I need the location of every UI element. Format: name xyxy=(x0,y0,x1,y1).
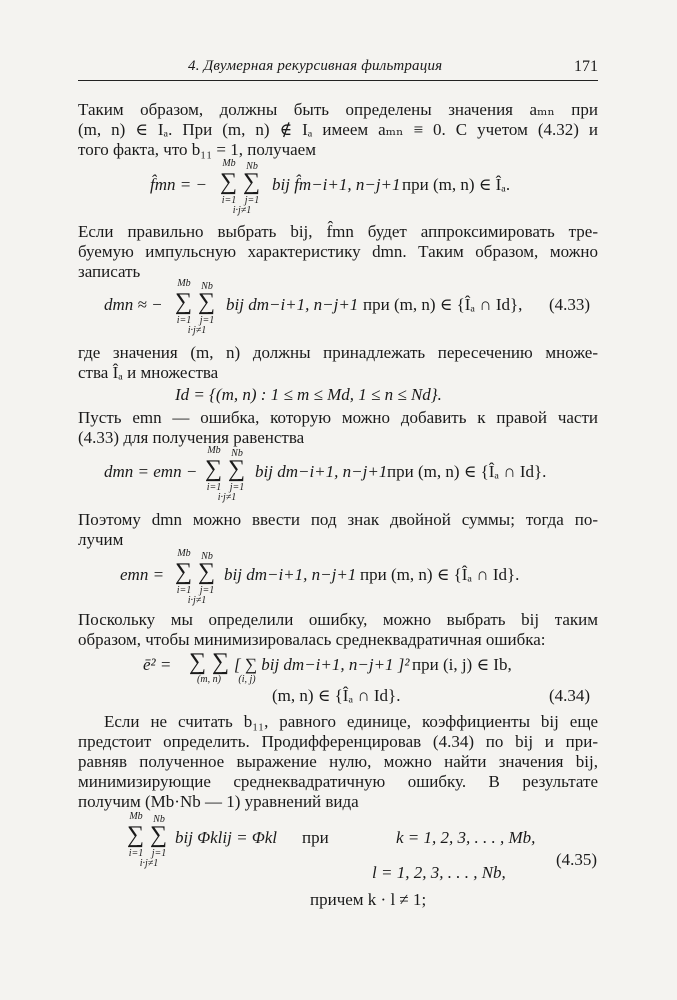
eq6-lower-ij: (i, j) xyxy=(238,674,256,685)
eq1-upper-j: Nb xyxy=(246,161,258,172)
eq2-lower-j: j=1 xyxy=(199,315,215,326)
eq2-sum-j-icon: ∑ xyxy=(198,289,216,315)
eq1-sum-j-icon: ∑ xyxy=(243,169,261,195)
p2-line1: Если правильно выбрать bij, f̂mn будет аппроксимировать тре- xyxy=(78,222,598,241)
eq7-sum-j-icon: ∑ xyxy=(150,822,168,848)
eq7-when: при xyxy=(302,828,329,847)
p7-line1: Если не считать b₁₁, равного единице, коэффициенты bij еще xyxy=(104,712,598,731)
p1-line1: Таким образом, должны быть определены значения aₘₙ при xyxy=(78,100,598,119)
p3-line1: где значения (m, n) должны принадлежать пересечению множе- xyxy=(78,343,598,362)
eq5-upper-i: Mb xyxy=(177,548,191,559)
eq1-condition: при (m, n) ∈ Îₐ. xyxy=(402,175,511,194)
eq4-condition: при (m, n) ∈ {Îₐ ∩ Id}. xyxy=(387,462,547,481)
eq2-lower-i: i=1 xyxy=(176,315,192,326)
eq6-condition: при (i, j) ∈ Ib, xyxy=(412,655,512,674)
eq2-sum-i-icon: ∑ xyxy=(175,289,193,315)
p6-line2: образом, чтобы минимизировалась среднеквадратичная ошибка: xyxy=(78,630,546,649)
eq1-body: bij f̂m−i+1, n−j+1 xyxy=(272,175,401,194)
eq7-l-range: l = 1, 2, 3, . . . , Nb, xyxy=(372,863,506,882)
eq7-k-range: k = 1, 2, 3, . . . , Mb, xyxy=(396,828,536,847)
eq6-number: (4.34) xyxy=(549,686,591,705)
p7-line3: равняв полученное выражение нулю, можно найти значения bij, xyxy=(78,752,598,771)
p7-line5: получим (Mb·Nb — 1) уравнений вида xyxy=(78,792,359,811)
eq1-constraint: i·j≠1 xyxy=(232,205,252,216)
p5-line1: Поэтому dmn можно ввести под знак двойной суммы; тогда по- xyxy=(78,510,598,529)
eq5-lower-i: i=1 xyxy=(176,585,192,596)
page-number: 171 xyxy=(574,58,598,75)
eq4-constraint: i·j≠1 xyxy=(217,492,237,503)
eq1-lower-j: j=1 xyxy=(244,195,260,206)
eq7-upper-i: Mb xyxy=(129,811,143,822)
eq5-lower-j: j=1 xyxy=(199,585,215,596)
p1-line2: (m, n) ∈ Iₐ. При (m, n) ∉ Iₐ имеем aₘₙ ≡ 0. С учетом (4.32) и xyxy=(78,120,598,139)
eq2-body: bij dm−i+1, n−j+1 xyxy=(226,295,359,314)
eq7-extra: причем k · l ≠ 1; xyxy=(310,890,427,909)
p6-line1: Поскольку мы определили ошибку, можно выбрать bij таким xyxy=(78,610,598,629)
eq4-body: bij dm−i+1, n−j+1 xyxy=(255,462,388,481)
equation-id-set: Id = {(m, n) : 1 ≤ m ≤ Md, 1 ≤ n ≤ Nd}. xyxy=(175,385,442,404)
eq2-upper-j: Nb xyxy=(201,281,213,292)
eq4-lower-i: i=1 xyxy=(206,482,222,493)
eq5-sum-i-icon: ∑ xyxy=(175,559,193,585)
p1-line3: того факта, что b₁₁ = 1, получаем xyxy=(78,140,316,159)
eq1-upper-i: Mb xyxy=(222,158,236,169)
eq1-sum-i-icon: ∑ xyxy=(220,169,238,195)
p3-line2: ства Îₐ и множества xyxy=(78,363,219,382)
eq4-sum-i-icon: ∑ xyxy=(205,456,223,482)
eq5-lhs: emn = xyxy=(120,565,165,584)
eq6-sum-mn-icon: ∑ xyxy=(189,649,207,675)
p5-line2: лучим xyxy=(78,530,124,549)
p7-line4: минимизирующие среднеквадратичную ошибку. В результате xyxy=(78,772,598,791)
eq2-upper-i: Mb xyxy=(177,278,191,289)
eq6-line2: (m, n) ∈ {Îₐ ∩ Id}. xyxy=(272,686,401,705)
chapter-title: 4. Двумерная рекурсивная фильтрация xyxy=(188,58,443,74)
eq5-upper-j: Nb xyxy=(201,551,213,562)
eq6-sum-mn2-icon: ∑ xyxy=(212,649,230,675)
eq1-lhs: f̂mn = − xyxy=(150,175,207,194)
eq4-lhs: dmn = emn − xyxy=(104,462,198,481)
eq2-condition: при (m, n) ∈ {Îₐ ∩ Id}, xyxy=(363,295,523,314)
p2-line3: записать xyxy=(78,262,141,281)
eq5-body: bij dm−i+1, n−j+1 xyxy=(224,565,357,584)
p7-line2: предстоит определить. Продифференцировав (4.34) по bij и при- xyxy=(78,732,598,751)
eq7-body: bij Φklij = Φkl xyxy=(175,828,278,847)
eq5-sum-j-icon: ∑ xyxy=(198,559,216,585)
eq4-upper-i: Mb xyxy=(207,445,221,456)
eq1-lower-i: i=1 xyxy=(221,195,237,206)
eq2-constraint: i·j≠1 xyxy=(187,325,207,336)
eq6-body: [ ∑ bij dm−i+1, n−j+1 ]² xyxy=(234,655,410,674)
eq7-lower-i: i=1 xyxy=(128,848,144,859)
p2-line2: буемую импульсную характеристику dmn. Таким образом, можно xyxy=(78,242,598,261)
p4-line1: Пусть emn — ошибка, которую можно добавить к правой части xyxy=(78,408,598,427)
eq7-upper-j: Nb xyxy=(153,814,165,825)
p4-line2: (4.33) для получения равенства xyxy=(78,428,305,447)
eq7-constraint: i·j≠1 xyxy=(139,858,159,869)
eq4-lower-j: j=1 xyxy=(229,482,245,493)
eq2-number: (4.33) xyxy=(549,295,591,314)
running-header xyxy=(78,58,598,81)
eq7-lower-j: j=1 xyxy=(151,848,167,859)
eq7-number: (4.35) xyxy=(556,850,598,869)
eq5-constraint: i·j≠1 xyxy=(187,595,207,606)
eq4-upper-j: Nb xyxy=(231,448,243,459)
eq2-lhs: dmn ≈ − xyxy=(104,295,163,314)
eq5-condition: при (m, n) ∈ {Îₐ ∩ Id}. xyxy=(360,565,520,584)
eq4-sum-j-icon: ∑ xyxy=(228,456,246,482)
eq6-lhs: ē² = xyxy=(143,655,172,674)
eq7-sum-i-icon: ∑ xyxy=(127,822,145,848)
eq6-lower-mn: (m, n) xyxy=(197,674,221,685)
